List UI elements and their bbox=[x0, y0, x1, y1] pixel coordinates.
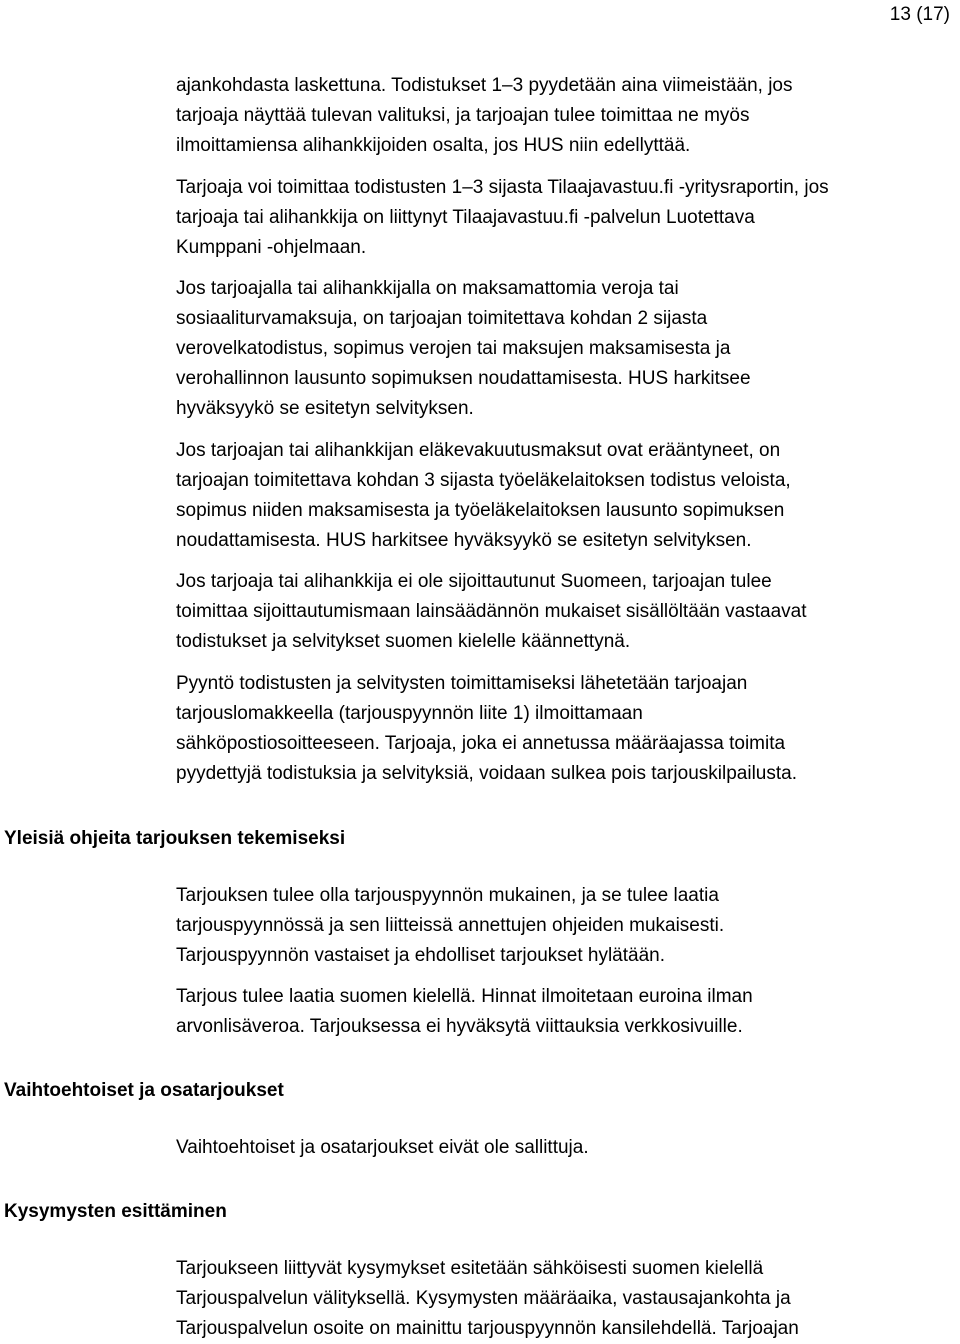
paragraph-tilaajavastuu: Tarjoaja voi toimittaa todistusten 1–3 sijasta Tilaajavastuu.fi -yritysraportin, jos tarjoaja tai alihankkija on liittynyt Tilaajavastuu.fi -palvelun Luotettava Kumppani -ohjelmaan. bbox=[176, 177, 829, 258]
paragraph-foreign-tenderer: Jos tarjoaja tai alihankkija ei ole sijoittautunut Suomeen, tarjoajan tulee toimittaa sijoittautumismaan lainsäädännön mukaiset sisällöltään vastaavat todistukset ja selvitykset suomen kielelle käännettynä. bbox=[176, 571, 807, 652]
heading-general-instructions: Yleisiä ohjeita tarjouksen tekemiseksi bbox=[4, 828, 346, 849]
heading-alternative-tenders: Vaihtoehtoiset ja osatarjoukset bbox=[4, 1080, 284, 1101]
paragraph-questions-procedure: Tarjoukseen liittyvät kysymykset esitetään sähköisesti suomen kielellä Tarjouspalvelun välityksellä. Kysymysten määräaika, vastausajankohta ja Tarjouspalvelun osoite on mainittu tarjouspyynnön kansilehdellä. Tarjoajan bbox=[176, 1258, 799, 1339]
paragraph-request-certificates: Pyyntö todistusten ja selvitysten toimittamiseksi lähetetään tarjoajan tarjouslomakkeella (tarjouspyynnön liite 1) ilmoittamaan sähköpostiosoitteeseen. Tarjoaja, joka ei annetussa määräajassa toimita pyydettyjä todistuksia ja selvityksiä, voidaan sulkea pois tarjouskilpailusta. bbox=[176, 673, 797, 784]
paragraph-alternatives-not-allowed: Vaihtoehtoiset ja osatarjoukset eivät ole sallittuja. bbox=[176, 1137, 589, 1158]
paragraph-unpaid-taxes: Jos tarjoajalla tai alihankkijalla on maksamattomia veroja tai sosiaaliturvamaksuja, on tarjoajan toimitettava kohdan 2 sijasta verovelkatodistus, sopimus verojen tai maksujen maksamisesta ja verohallinnon lausunto sopimuksen noudattamisesta. HUS harkitsee hyväksyykö se esitetyn selvityksen. bbox=[176, 278, 751, 419]
paragraph-pension-payments: Jos tarjoajan tai alihankkijan eläkevakuutusmaksut ovat erääntyneet, on tarjoajan toimitettava kohdan 3 sijasta työeläkelaitoksen todistus veloista, sopimus niiden maksamisesta ja työeläkelaitoksen lausunto sopimuksen noudattamisesta. HUS harkitsee hyväksyykö se esitetyn selvityksen. bbox=[176, 440, 791, 551]
heading-asking-questions: Kysymysten esittäminen bbox=[4, 1201, 227, 1222]
page-number: 13 (17) bbox=[889, 4, 950, 25]
paragraph-deadline-certificates: ajankohdasta laskettuna. Todistukset 1–3 pyydetään aina viimeistään, jos tarjoaja näyttää tulevan valituksi, ja tarjoajan tulee toimittaa ne myös ilmoittamiensa alihankkijoiden osalta, jos HUS niin edellyttää. bbox=[176, 75, 793, 156]
paragraph-tender-conformity: Tarjouksen tulee olla tarjouspyynnön mukainen, ja se tulee laatia tarjouspyynnössä ja sen liitteissä annettujen ohjeiden mukaisesti. Tarjouspyynnön vastaiset ja ehdolliset tarjoukset hylätään. bbox=[176, 885, 725, 966]
paragraph-language-prices: Tarjous tulee laatia suomen kielellä. Hinnat ilmoitetaan euroina ilman arvonlisäveroa. Tarjouksessa ei hyväksytä viittauksia verkkosivuille. bbox=[176, 986, 753, 1037]
